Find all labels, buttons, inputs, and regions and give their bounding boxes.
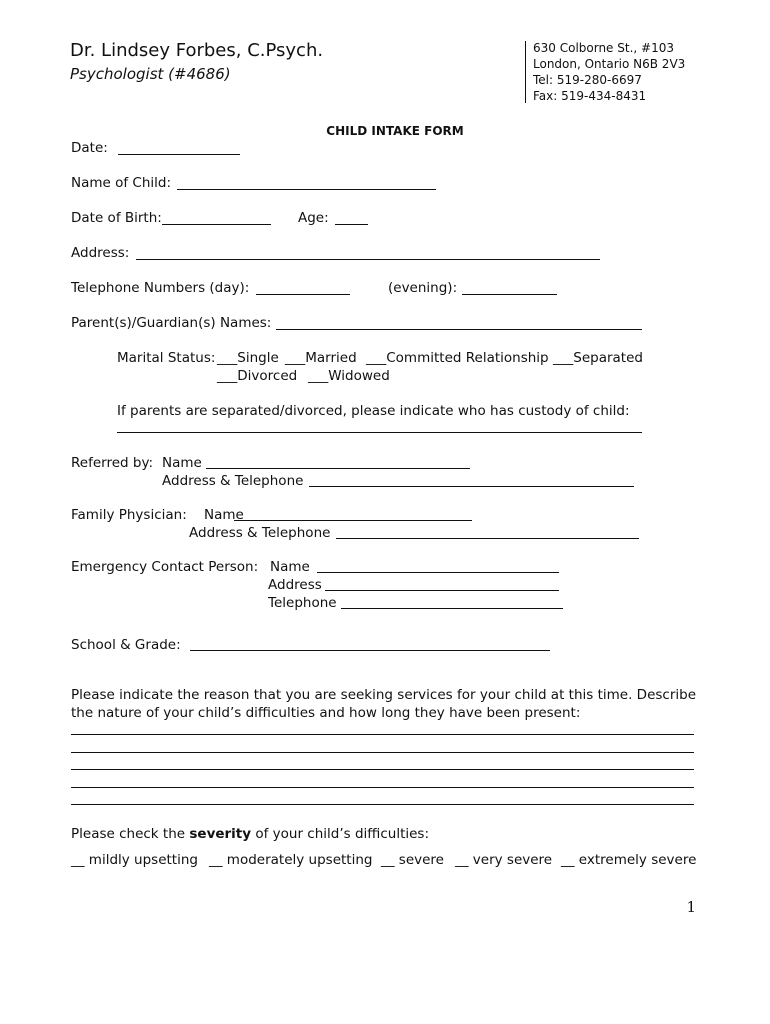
date-field[interactable] [118,154,240,155]
severity-option-extremely-severe[interactable]: __ extremely severe [561,852,697,868]
telephone-evening-field[interactable] [462,294,557,295]
school-grade-label: School & Grade: [71,637,181,653]
family-physician-name-label: Name [204,507,244,523]
reason-prompt-line-2: the nature of your child’s difficulties and how long they have been present: [71,705,581,721]
reason-answer-line[interactable] [71,769,694,770]
reason-prompt-line-1: Please indicate the reason that you are seeking services for your child at this time. Describe [71,687,697,703]
reason-answer-line[interactable] [71,752,694,753]
referred-by-name-label: Name [162,455,202,471]
family-physician-address-label: Address & Telephone [189,525,331,541]
telephone-line: Tel: 519-280-6697 [533,73,642,87]
marital-option-widowed[interactable]: ___Widowed [308,368,390,384]
emergency-contact-name-field[interactable] [317,572,559,573]
emergency-contact-label: Emergency Contact Person: [71,559,259,575]
emergency-contact-address-field[interactable] [325,590,559,591]
emergency-contact-name-label: Name [270,559,310,575]
address-field[interactable] [136,259,600,260]
doctor-title: Psychologist (#4686) [70,65,231,83]
date-of-birth-field[interactable] [162,224,271,225]
family-physician-name-field[interactable] [234,520,472,521]
severity-option-very-severe[interactable]: __ very severe [455,852,553,868]
severity-option-moderate[interactable]: __ moderately upsetting [209,852,373,868]
severity-prompt-after: of your child’s difficulties: [255,826,430,842]
severity-prompt-bold: severity [189,826,252,842]
marital-option-married[interactable]: ___Married [285,350,357,366]
age-label: Age: [298,210,329,226]
parents-guardians-field[interactable] [276,329,642,330]
name-of-child-field[interactable] [177,189,436,190]
emergency-contact-telephone-label: Telephone [268,595,337,611]
fax-line: Fax: 519-434-8431 [533,89,647,103]
family-physician-address-field[interactable] [336,538,639,539]
telephone-day-field[interactable] [256,294,350,295]
severity-prompt [71,826,429,842]
referred-by-address-field[interactable] [309,486,634,487]
address-label: Address: [71,245,130,261]
family-physician-label: Family Physician: [71,507,187,523]
emergency-contact-address-label: Address [268,577,322,593]
marital-option-committed[interactable]: ___Committed Relationship [366,350,549,366]
marital-option-separated[interactable]: ___Separated [553,350,643,366]
address-line-2: London, Ontario N6B 2V3 [533,57,686,71]
referred-by-label: Referred by: [71,455,153,471]
header-divider [525,41,526,103]
custody-prompt: If parents are separated/divorced, please indicate who has custody of child: [117,403,630,419]
custody-field[interactable] [117,432,642,433]
date-of-birth-label: Date of Birth: [71,210,162,226]
form-title: CHILD INTAKE FORM [326,124,464,138]
telephone-day-label: Telephone Numbers (day): [71,280,250,296]
doctor-name: Dr. Lindsey Forbes, C.Psych. [70,40,324,61]
reason-answer-line[interactable] [71,787,694,788]
school-grade-field[interactable] [190,650,550,651]
referred-by-name-field[interactable] [206,468,470,469]
date-label: Date: [71,140,108,156]
parents-guardians-label: Parent(s)/Guardian(s) Names: [71,315,272,331]
referred-by-address-label: Address & Telephone [162,473,304,489]
reason-answer-line[interactable] [71,804,694,805]
address-line-1: 630 Colborne St., #103 [533,41,674,55]
marital-option-divorced[interactable]: ___Divorced [217,368,298,384]
marital-status-label: Marital Status: [117,350,216,366]
marital-option-single[interactable]: ___Single [217,350,279,366]
emergency-contact-telephone-field[interactable] [341,608,563,609]
name-of-child-label: Name of Child: [71,175,172,191]
page-number: 1 [686,898,696,916]
severity-prompt-before: Please check the [71,826,186,842]
severity-option-mild[interactable]: __ mildly upsetting [71,852,198,868]
severity-option-severe[interactable]: __ severe [381,852,444,868]
age-field[interactable] [335,224,368,225]
telephone-evening-label: (evening): [388,280,458,296]
reason-answer-line[interactable] [71,734,694,735]
